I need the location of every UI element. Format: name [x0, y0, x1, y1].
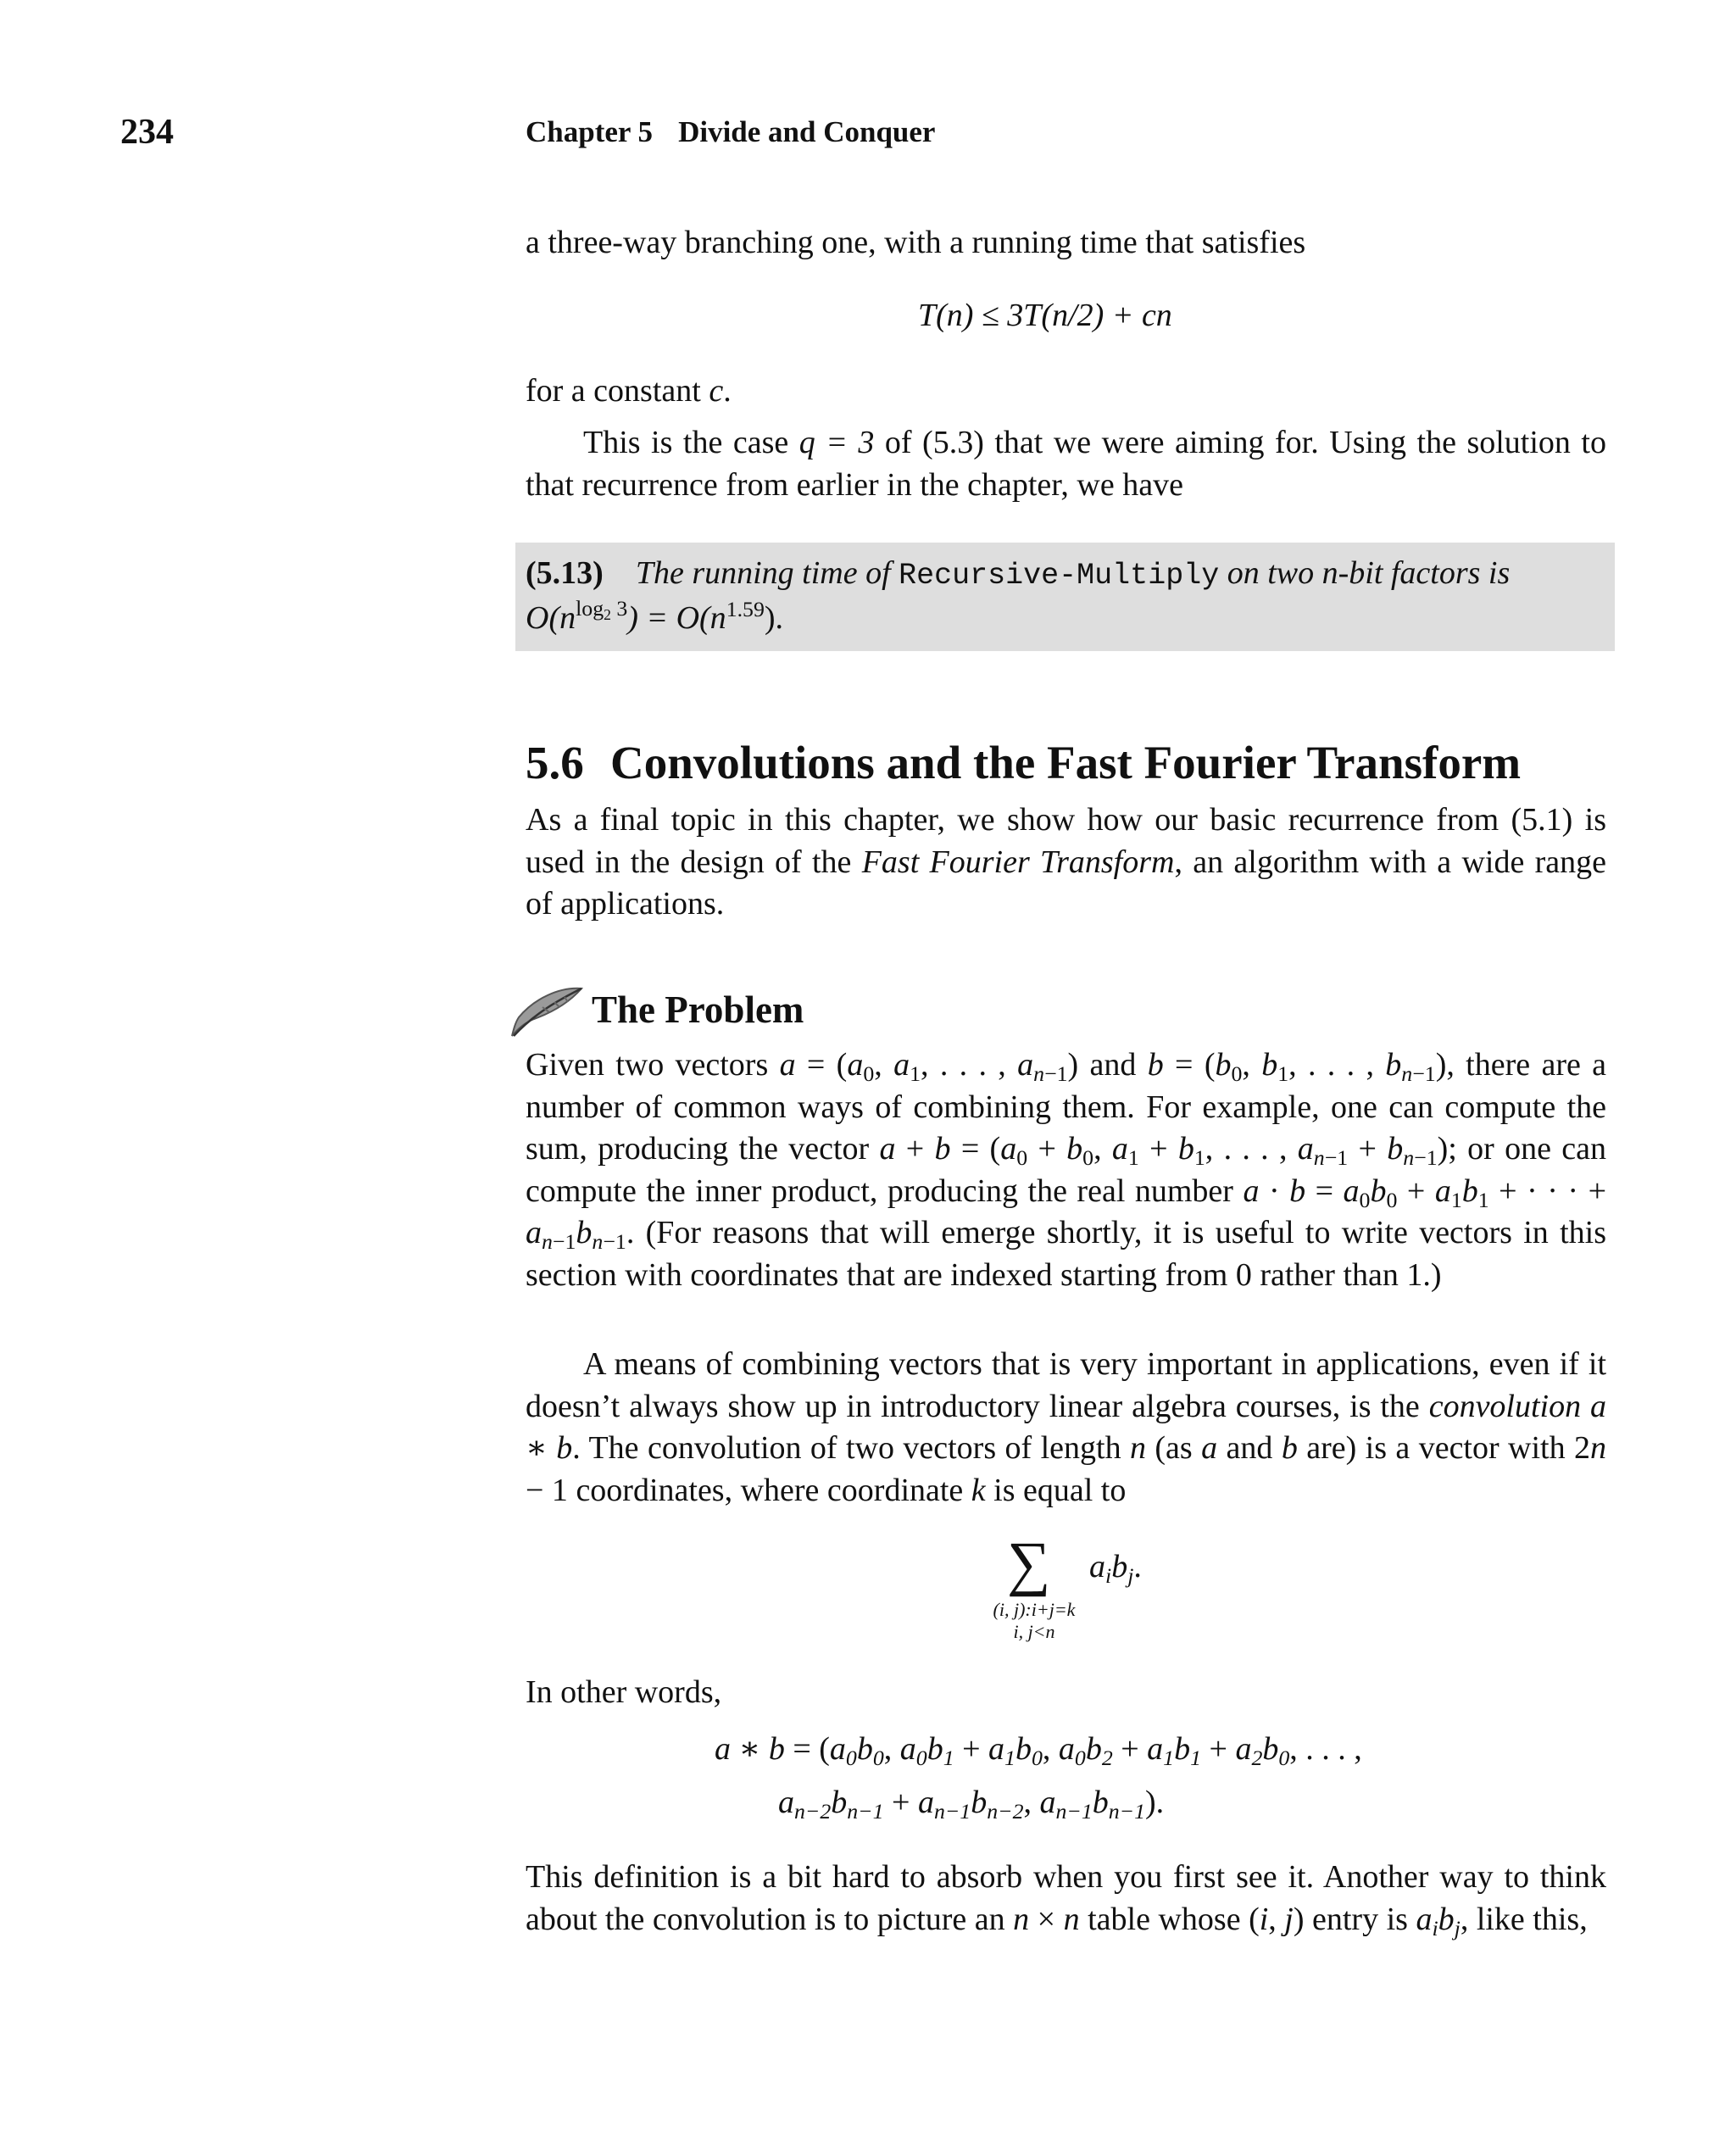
convolution-sum-formula	[983, 1529, 1187, 1651]
quill-icon	[509, 983, 585, 1043]
paragraph-convolution: A means of combining vectors that is very important in applications, even if it doesn’t always show up in introductory linear algebra courses, is the convolution a ∗ b. The convolution of two vectors of length n (as a and b are) is a vector with 2n − 1 coordinates, where coordinate k is equal to	[526, 1346, 1607, 1508]
page-number: 234	[120, 113, 174, 152]
sum-limit-1: (i, j):i+j=k	[993, 1599, 1076, 1620]
section-intro: As a final topic in this chapter, we show how our basic recurrence from (5.1) is used in the design of the Fast Fourier Transform, an algorithm with a wide range of applications.	[526, 802, 1607, 922]
intro-line: a three-way branching one, with a running time that satisfies	[526, 225, 1306, 260]
section-number: 5.6	[526, 737, 584, 788]
sum-limit-2: i, j<n	[1013, 1621, 1055, 1642]
paragraph-vectors: Given two vectors $a = (a_0$, $a_1$, . . . , $a_{n-1}$) and $b = (b_0$, $b_1$, . . . , $b_{n-1}$), there are a number of common ways of combining them. For example, one can compute the sum, producing the vector $a + b = (a_0 + b_0$, $a_1 + b_1$, . . . , $a_{n-1} + b_{n-1}$); or one can compute the inner product, producing the real number $a \cdot b = a_0b_0 + a_1b_1$ + · · · + $a_{n-1}b_{n-1}$. (For reasons that will emerge shortly, it is useful to write vectors in this section with coordinates that are indexed starting from 0 rather than 1.)	[526, 1047, 1607, 1293]
theorem-5-13: (5.13) The running time of Recursive-Multiply on two n-bit factors is $O(n^{log_2 3}) = O(n^{1.59})$.	[526, 555, 1511, 636]
summation-symbol: ∑	[1007, 1529, 1051, 1597]
in-other-words: In other words,	[526, 1674, 722, 1710]
section-title: Convolutions and the Fast Fourier Transform	[610, 737, 1522, 788]
running-head	[526, 115, 935, 149]
subsection-title: The Problem	[592, 988, 804, 1031]
constant-line: for a constant c.	[526, 373, 732, 409]
recurrence-equation: T(n) ≤ 3T(n/2) + cn	[918, 298, 1172, 333]
theorem-label: (5.13)	[526, 555, 604, 591]
chapter-label: Chapter 5	[526, 115, 654, 148]
convolution-expansion-line-2: $a_{n-2}b_{n-1} + a_{n-1}b_{n-2}$, $a_{n-1}b_{n-1}$).	[778, 1785, 1165, 1824]
convolution-expansion-line-1: a ∗ $b = (a_0b_0$, $a_0b_1 + a_1b_0$, $a_0b_2 + a_1b_1 + a_2b_0$, . . . ,	[715, 1731, 1362, 1771]
section-heading	[526, 736, 1521, 789]
case-paragraph: This is the case q = 3 of (5.3) that we were aiming for. Using the solution to that recurrence from earlier in the chapter, we have	[526, 425, 1606, 503]
sum-term: $a_ib_j$.	[1089, 1549, 1142, 1589]
chapter-title: Divide and Conquer	[678, 115, 936, 148]
algorithm-name: Recursive-Multiply	[899, 559, 1220, 593]
paragraph-table: This definition is a bit hard to absorb when you first see it. Another way to think about the convolution is to picture an n × n table whose (i, j) entry is $a_ib_j$, like this,	[526, 1859, 1606, 1941]
